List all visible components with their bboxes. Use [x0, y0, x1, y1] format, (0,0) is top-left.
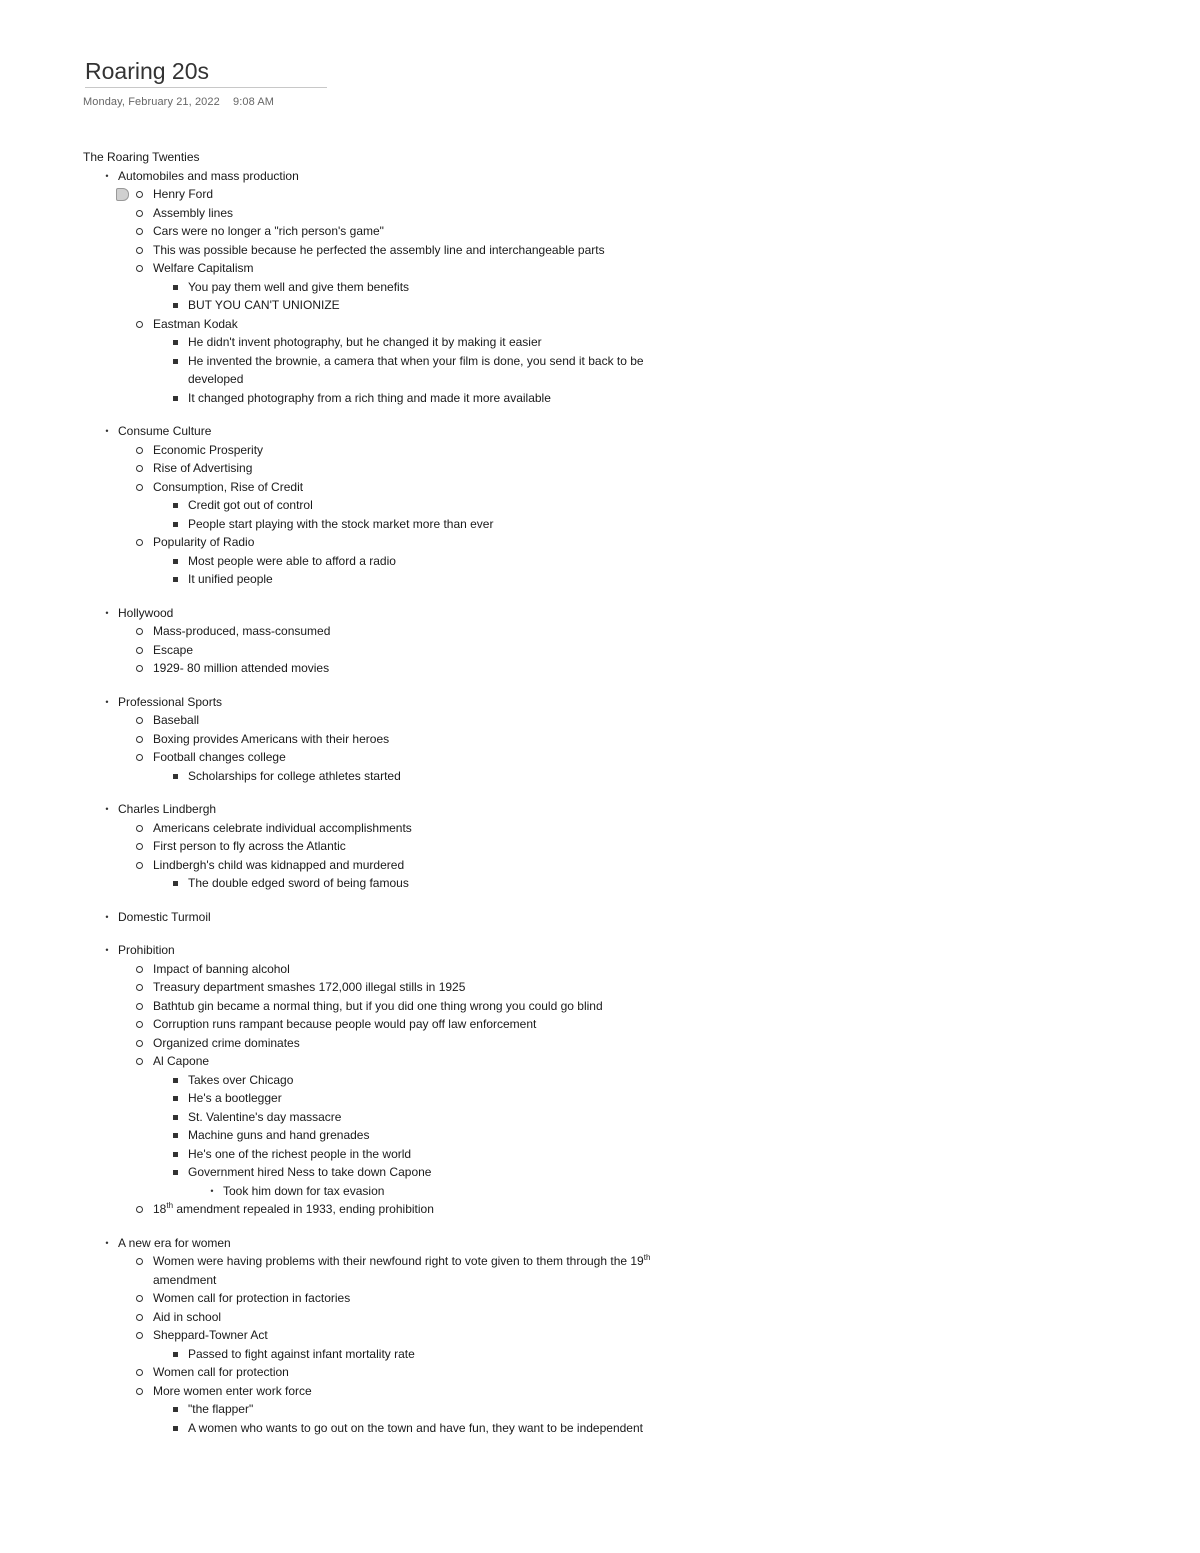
list-item[interactable]	[188, 1145, 723, 1164]
text-part: 18	[153, 1202, 167, 1216]
list-item[interactable]	[153, 730, 723, 749]
bullet-square-icon	[173, 1152, 178, 1157]
item-text: Eastman Kodak	[153, 316, 238, 331]
bullet-circle-icon	[136, 665, 143, 672]
item-text: BUT YOU CAN'T UNIONIZE	[188, 298, 340, 312]
notes-body	[83, 148, 723, 1437]
list-item[interactable]	[153, 478, 723, 534]
list-item[interactable]	[153, 1289, 723, 1308]
item-text: Aid in school	[153, 1309, 222, 1324]
bullet-circle-icon	[136, 265, 143, 272]
bullet-dot-icon: •	[210, 1185, 214, 1196]
bullet-circle-icon	[136, 539, 143, 546]
bullet-dot-icon: •	[105, 945, 109, 955]
list-item[interactable]	[153, 441, 723, 460]
list-item[interactable]	[105, 800, 723, 893]
superscript: th	[166, 1201, 174, 1210]
bullet-circle-icon	[136, 1314, 143, 1321]
list-item[interactable]	[105, 604, 723, 678]
bullet-circle-icon	[136, 1058, 143, 1065]
bullet-square-icon	[173, 1096, 178, 1101]
item-text: Passed to fight against infant mortality rate	[188, 1346, 415, 1361]
item-text: First person to fly across the Atlantic	[153, 839, 346, 853]
item-text	[153, 1254, 650, 1287]
list-item[interactable]	[188, 1071, 723, 1090]
list-item[interactable]	[188, 278, 723, 297]
list-item[interactable]	[153, 711, 723, 730]
item-text: Impact of banning alcohol	[153, 961, 290, 976]
bullet-circle-icon	[136, 1021, 143, 1028]
item-text: 1929- 80 million attended movies	[153, 661, 330, 675]
list-item[interactable]	[153, 748, 723, 785]
list-item[interactable]	[153, 622, 723, 641]
topic-label: Professional Sports	[118, 694, 223, 709]
item-text: Welfare Capitalism	[153, 261, 254, 275]
bullet-dot-icon: •	[105, 911, 109, 922]
list-item[interactable]	[153, 1363, 723, 1382]
list-item[interactable]	[188, 296, 723, 315]
item-text: Escape	[153, 642, 194, 657]
list-item[interactable]	[188, 570, 723, 589]
item-text: Economic Prosperity	[153, 442, 264, 457]
item-text: It changed photography from a rich thing and made it more available	[188, 390, 551, 405]
bullet-dot-icon: •	[105, 1237, 109, 1248]
page-date: Monday, February 21, 2022	[83, 96, 220, 108]
item-text: Credit got out of control	[188, 498, 313, 512]
bullet-square-icon	[173, 881, 178, 886]
list-item[interactable]	[153, 960, 723, 979]
bullet-circle-icon	[136, 628, 143, 635]
bullet-circle-icon	[136, 1003, 143, 1010]
list-item[interactable]	[153, 837, 723, 856]
bullet-square-icon	[173, 1078, 178, 1083]
list-item[interactable]	[105, 693, 723, 786]
bullet-circle-icon	[136, 966, 143, 973]
topic-label: Automobiles and mass production	[118, 168, 299, 183]
bullet-square-icon	[173, 774, 178, 779]
item-text: He's a bootlegger	[188, 1091, 282, 1105]
item-text: More women enter work force	[153, 1383, 312, 1398]
list-item[interactable]	[188, 1089, 723, 1108]
list-item[interactable]	[153, 459, 723, 478]
bullet-square-icon	[173, 285, 178, 290]
item-text: Mass-produced, mass-consumed	[153, 624, 331, 638]
list-item[interactable]	[153, 1200, 723, 1219]
item-text: Women call for protection in factories	[153, 1291, 351, 1305]
bullet-circle-icon	[136, 736, 143, 743]
bullet-circle-icon	[136, 1332, 143, 1339]
list-item[interactable]	[153, 856, 723, 893]
item-text: Took him down for tax evasion	[223, 1183, 385, 1198]
item-text: This was possible because he perfected the assembly line and interchangeable parts	[153, 242, 605, 257]
bullet-dot-icon: •	[105, 607, 109, 618]
bullet-square-icon	[173, 522, 178, 527]
bullet-circle-icon	[136, 228, 143, 235]
item-text: Assembly lines	[153, 205, 234, 220]
list-item[interactable]	[153, 1015, 723, 1034]
item-text	[153, 1202, 434, 1216]
bullet-dot-icon: •	[105, 696, 109, 707]
item-text: The double edged sword of being famous	[188, 876, 409, 890]
page-meta	[83, 96, 274, 108]
list-item[interactable]	[153, 204, 723, 223]
text-part: amendment repealed in 1933, ending prohibition	[173, 1202, 434, 1216]
item-text: Takes over Chicago	[188, 1072, 294, 1087]
bullet-circle-icon	[136, 247, 143, 254]
bullet-square-icon	[173, 503, 178, 508]
bullet-square-icon	[173, 559, 178, 564]
bullet-circle-icon	[136, 484, 143, 491]
list-item[interactable]	[188, 1126, 723, 1145]
list-item[interactable]	[105, 941, 723, 1219]
bullet-circle-icon	[136, 843, 143, 850]
bullet-circle-icon	[136, 717, 143, 724]
bullet-circle-icon	[136, 321, 143, 328]
item-text: Treasury department smashes 172,000 illegal stills in 1925	[153, 980, 466, 994]
item-text: Baseball	[153, 713, 200, 727]
bullet-square-icon	[173, 577, 178, 582]
list-item[interactable]	[153, 222, 723, 241]
item-text: It unified people	[188, 572, 273, 586]
list-item[interactable]	[188, 389, 723, 408]
item-text: He didn't invent photography, but he changed it by making it easier	[188, 335, 542, 349]
list-item[interactable]	[105, 167, 723, 408]
page-title[interactable]: Roaring 20s	[85, 57, 327, 88]
item-text: "the flapper"	[188, 1402, 254, 1416]
list-item[interactable]	[188, 352, 688, 389]
topic-label: Domestic Turmoil	[118, 909, 211, 924]
list-item[interactable]	[188, 767, 723, 786]
bullet-circle-icon	[136, 447, 143, 454]
list-item[interactable]	[153, 1034, 723, 1053]
list-item[interactable]	[188, 515, 723, 534]
tag-icon[interactable]	[116, 188, 129, 201]
bullet-square-icon	[173, 1352, 178, 1357]
bullet-circle-icon	[136, 210, 143, 217]
topic-label: Prohibition	[118, 943, 175, 957]
item-text: Organized crime dominates	[153, 1035, 300, 1050]
item-text: Sheppard-Towner Act	[153, 1328, 268, 1342]
list-item[interactable]	[188, 1400, 723, 1419]
bullet-circle-icon	[136, 1388, 143, 1395]
bullet-square-icon	[173, 396, 178, 401]
bullet-square-icon	[173, 359, 178, 364]
item-text: Consumption, Rise of Credit	[153, 479, 304, 494]
list-item[interactable]	[153, 315, 723, 408]
superscript: th	[643, 1253, 651, 1262]
item-text: Popularity of Radio	[153, 535, 255, 549]
list-item[interactable]	[188, 552, 723, 571]
root-heading[interactable]: The Roaring Twenties	[83, 150, 200, 164]
item-text: Henry Ford	[153, 187, 214, 201]
bullet-circle-icon	[136, 465, 143, 472]
bullet-square-icon	[173, 1115, 178, 1120]
list-item[interactable]	[188, 1163, 723, 1200]
bullet-circle-icon	[136, 191, 143, 198]
list-item[interactable]	[188, 1345, 723, 1364]
list-item[interactable]	[105, 1234, 723, 1438]
bullet-square-icon	[173, 1133, 178, 1138]
topic-label: A new era for women	[118, 1235, 231, 1250]
bullet-circle-icon	[136, 647, 143, 654]
item-text: Women call for protection	[153, 1365, 289, 1379]
list-item[interactable]	[188, 874, 723, 893]
item-text: St. Valentine's day massacre	[188, 1109, 342, 1124]
item-text: Football changes college	[153, 750, 286, 764]
list-item[interactable]	[153, 1308, 723, 1327]
list-item[interactable]	[153, 1052, 723, 1200]
item-text: Boxing provides Americans with their heroes	[153, 731, 390, 746]
text-part: Women were having problems with their newfound right to vote given to them through the 19	[153, 1254, 644, 1268]
topic-list	[105, 167, 723, 1438]
list-item[interactable]	[153, 1252, 688, 1289]
topic-label: Consume Culture	[118, 424, 212, 438]
bullet-circle-icon	[136, 984, 143, 991]
bullet-circle-icon	[136, 1040, 143, 1047]
item-text: Most people were able to afford a radio	[188, 553, 396, 568]
item-text: Scholarships for college athletes started	[188, 768, 401, 783]
item-text: He's one of the richest people in the world	[188, 1146, 412, 1161]
item-text: Corruption runs rampant because people would pay off law enforcement	[153, 1017, 537, 1031]
list-item[interactable]	[188, 1108, 723, 1127]
text-part: amendment	[153, 1272, 217, 1287]
bullet-square-icon	[173, 1170, 178, 1175]
bullet-circle-icon	[136, 1295, 143, 1302]
bullet-square-icon	[173, 1407, 178, 1412]
item-text: Government hired Ness to take down Capone	[188, 1165, 432, 1179]
list-item[interactable]	[210, 1182, 723, 1201]
list-item[interactable]	[153, 259, 723, 315]
list-item[interactable]	[153, 997, 723, 1016]
bullet-circle-icon	[136, 1369, 143, 1376]
bullet-square-icon	[173, 1426, 178, 1431]
topic-label: Hollywood	[118, 605, 174, 620]
item-text: Cars were no longer a "rich person's game"	[153, 224, 384, 238]
list-item[interactable]	[105, 422, 723, 589]
item-text: Lindbergh's child was kidnapped and murdered	[153, 857, 405, 872]
list-item[interactable]	[188, 1419, 648, 1438]
item-text: A women who wants to go out on the town and have fun, they want to be independent	[188, 1420, 643, 1435]
list-item[interactable]	[153, 1382, 723, 1438]
page-time: 9:08 AM	[232, 96, 275, 108]
list-item[interactable]	[153, 241, 723, 260]
list-item[interactable]	[153, 659, 723, 678]
bullet-square-icon	[173, 303, 178, 308]
bullet-dot-icon: •	[105, 426, 109, 436]
topic-label: Charles Lindbergh	[118, 802, 217, 816]
bullet-circle-icon	[136, 754, 143, 761]
bullet-circle-icon	[136, 862, 143, 869]
item-text: He invented the brownie, a camera that when your film is done, you send it back to be developed	[188, 353, 644, 386]
item-text: People start playing with the stock market more than ever	[188, 516, 494, 531]
bullet-square-icon	[173, 340, 178, 345]
list-item[interactable]	[153, 819, 723, 838]
bullet-circle-icon	[136, 825, 143, 832]
item-text: Rise of Advertising	[153, 461, 253, 475]
item-text: Al Capone	[153, 1054, 210, 1068]
list-item[interactable]	[105, 908, 723, 927]
bullet-circle-icon	[136, 1206, 143, 1213]
list-item[interactable]	[153, 1326, 723, 1363]
list-item[interactable]	[188, 333, 723, 352]
item-text: Americans celebrate individual accomplishments	[153, 820, 412, 835]
list-item[interactable]	[153, 978, 723, 997]
item-text: You pay them well and give them benefits	[188, 279, 410, 294]
list-item[interactable]	[153, 533, 723, 589]
bullet-dot-icon: •	[105, 170, 109, 181]
list-item[interactable]	[153, 641, 723, 660]
item-text: Bathtub gin became a normal thing, but if you did one thing wrong you could go blind	[153, 998, 603, 1013]
list-item[interactable]	[188, 496, 723, 515]
bullet-dot-icon: •	[105, 804, 109, 814]
item-text: Machine guns and hand grenades	[188, 1128, 370, 1142]
bullet-circle-icon	[136, 1258, 143, 1265]
list-item[interactable]	[153, 185, 723, 204]
